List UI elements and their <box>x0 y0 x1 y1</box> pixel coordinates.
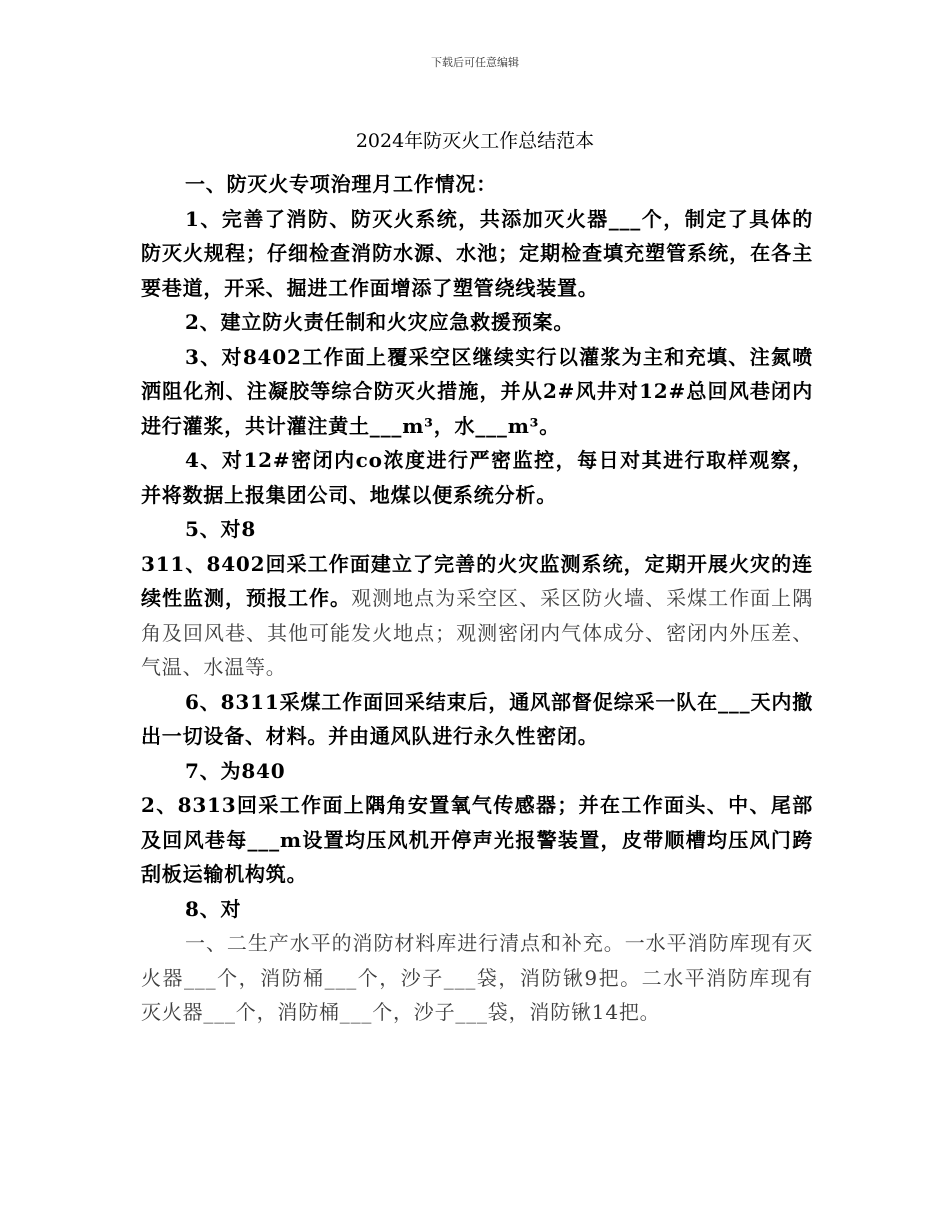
paragraph-item-8: 8、对 <box>185 896 242 921</box>
paragraph-item-6: 6、8311采煤工作面回采结束后，通风部督促综采一队在___天内撤出一切设备、材料。并由通风队进行永久性密闭。 <box>141 689 813 748</box>
paragraph-item-7-continued: 2、8313回采工作面上隅角安置氧气传感器；并在工作面头、中、尾部及回风巷每___m设置均压风机开停声光报警装置，皮带顺槽均压风门跨刮板运输机构筑。 <box>141 793 813 886</box>
document-title: 2024年防灭火工作总结范本 <box>355 130 595 152</box>
paragraph-item-8-continued: 一、二生产水平的消防材料库进行清点和补充。一水平消防库现有灭火器___个，消防桶___个，沙子___袋，消防锹9把。二水平消防库现有灭火器___个，消防桶___个，沙子___袋，消防锹14把。 <box>141 931 813 1024</box>
paragraph-item-4: 4、对12#密闭内co浓度进行严密监控，每日对其进行取样观察，并将数据上报集团公司、地煤以便系统分析。 <box>141 448 813 507</box>
paragraph-section-heading: 一、防灭火专项治理月工作情况： <box>185 172 497 196</box>
paragraph-item-3: 3、对8402工作面上覆采空区继续实行以灌浆为主和充填、注氮喷洒阻化剂、注凝胶等综合防灭火措施，并从2#风井对12#总回风巷闭内进行灌浆，共计灌注黄土___m³，水___m³。 <box>141 344 813 438</box>
page-header-note: 下载后可任意编辑 <box>431 56 519 69</box>
paragraph-item-5: 5、对8 <box>185 517 257 541</box>
document-body <box>141 167 813 1030</box>
paragraph-item-7: 7、为840 <box>185 758 286 783</box>
paragraph-item-1: 1、完善了消防、防灭火系统，共添加灭火器___个，制定了具体的防灭火规程；仔细检查消防水源、水池；定期检查填充塑管系统，在各主要巷道，开采、掘进工作面增添了塑管绕线装置。 <box>141 206 813 300</box>
paragraph-item-5-continued <box>141 547 813 685</box>
paragraph-light-part: 观测地点为采空区、采区防火墙、采煤工作面上隅角及回风巷、其他可能发火地点；观测密闭内气体成分、密闭内外压差、气温、水温等。 <box>141 586 813 679</box>
paragraph-bold-part: 311、8402回采工作面建立了完善的火灾监测系统，定期开展火灾的连续性监测，预报工作。 <box>141 551 813 610</box>
paragraph-item-2: 2、建立防火责任制和火灾应急救援预案。 <box>185 310 575 334</box>
